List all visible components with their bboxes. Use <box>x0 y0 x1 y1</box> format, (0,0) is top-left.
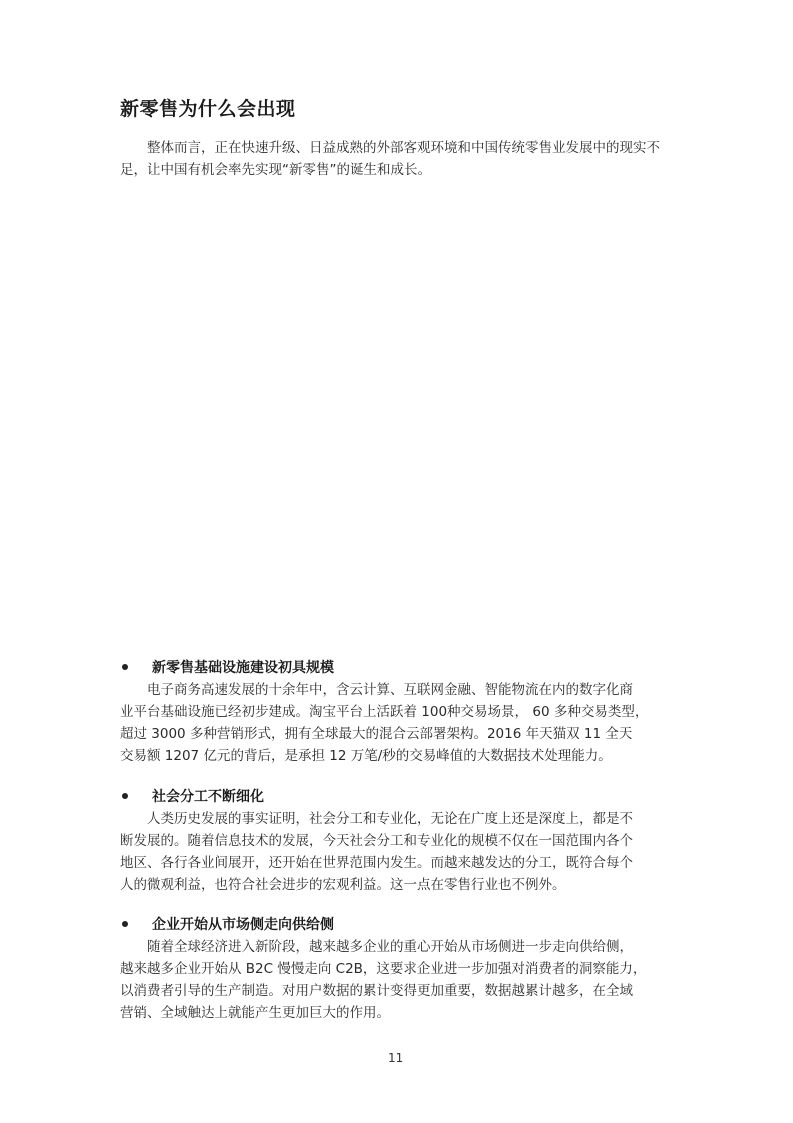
section-heading-row <box>120 655 666 679</box>
section-paragraph <box>120 936 666 1024</box>
paragraph-line: 超过 3000 多种营销形式，拥有全球最大的混合云部署架构。2016 年天猫双 11 全天 <box>120 726 633 742</box>
bullet-icon <box>122 664 128 670</box>
section-title: 社会分工不断细化 <box>152 789 264 805</box>
paragraph-line: 交易额 1207 亿元的背后，是承担 12 万笔/秒的交易峰值的大数据技术处理能力。 <box>120 748 612 764</box>
section-heading-row <box>120 912 666 936</box>
paragraph-line: 人类历史发展的事实证明，社会分工和专业化，无论在广度上还是深度上，都是不 <box>147 811 633 827</box>
paragraph-line: 地区、各行各业间展开，还开始在世界范围内发生。而越来越发达的分工，既符合每个 <box>120 855 633 871</box>
section-division-of-labor <box>120 784 666 896</box>
intro-paragraph: 整体而言，正在快速升级、日益成熟的外部客观环境和中国传统零售业发展中的现实不足，让中国有机会率先实现“新零售”的诞生和成长。 <box>120 140 660 178</box>
bullet-icon <box>122 921 128 927</box>
section-infrastructure <box>120 655 666 767</box>
page-number: 11 <box>388 1051 404 1065</box>
section-heading-row <box>120 784 666 808</box>
section-supply-side <box>120 912 666 1024</box>
paragraph-line: 营销、全域触达上就能产生更加巨大的作用。 <box>120 1005 390 1021</box>
paragraph-line: 越来越多企业开始从 B2C 慢慢走向 C2B，这要求企业进一步加强对消费者的洞察能力， <box>120 961 647 977</box>
paragraph-line: 业平台基础设施已经初步建成。淘宝平台上活跃着 100种交易场景， 60 多种交易类型， <box>120 704 649 720</box>
paragraph-line: 人的微观利益，也符合社会进步的宏观利益。这一点在零售行业也不例外。 <box>120 877 566 893</box>
section-title: 企业开始从市场侧走向供给侧 <box>152 917 334 933</box>
paragraph-line: 以消费者引导的生产制造。对用户数据的累计变得更加重要，数据越累计越多，在全域 <box>120 983 633 999</box>
section-paragraph <box>120 808 666 896</box>
paragraph-line: 断发展的。随着信息技术的发展，今天社会分工和专业化的规模不仅在一国范围内各个 <box>120 833 633 849</box>
section-title: 新零售基础设施建设初具规模 <box>152 660 334 676</box>
page-title: 新零售为什么会出现 <box>120 98 296 120</box>
section-paragraph <box>120 679 666 767</box>
bullet-icon <box>122 793 128 799</box>
paragraph-line: 随着全球经济进入新阶段，越来越多企业的重心开始从市场侧进一步走向供给侧， <box>147 939 633 955</box>
paragraph-line: 电子商务高速发展的十余年中，含云计算、互联网金融、智能物流在内的数字化商 <box>147 682 633 698</box>
